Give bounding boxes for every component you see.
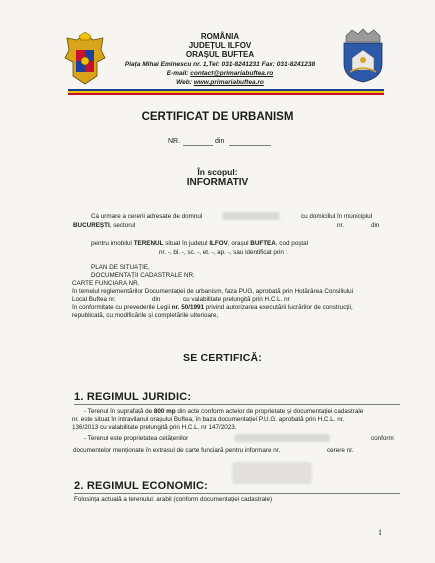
header-county: JUDEȚUL ILFOV	[188, 41, 252, 50]
date-label: din	[215, 138, 225, 145]
regulation-validity	[183, 296, 290, 304]
section-1-owners-text: - Terenul este proprietatea cetățenilor	[84, 435, 189, 442]
regulation-line-1: în temeiul reglementărilor Documentației de urbanism, faza PUG, aprobată prin Hotărârea Consiliului	[72, 288, 354, 295]
section-1-conform: conform	[371, 435, 394, 442]
section-2-underline	[74, 493, 400, 494]
section-1-line-3: 136/2013 cu valabilitate prelungită prin H.C.L. nr 147/2023.	[72, 424, 237, 431]
section-1-line-4	[84, 435, 188, 443]
intro-city-line	[73, 222, 135, 230]
scope-label: În scopul:	[197, 167, 238, 177]
number-line	[168, 138, 180, 146]
section-1-line-5	[73, 447, 280, 455]
certifies-heading: SE CERTIFICĂ:	[183, 352, 263, 364]
header-email-label: E-mail:	[166, 70, 189, 77]
regulation-din: din	[152, 296, 161, 303]
intro-doc-2: DOCUMENTAȚII CADASTRALE NR.	[91, 272, 195, 279]
header-web-line	[120, 79, 320, 88]
scope-value: INFORMATIV	[186, 177, 249, 188]
law-line-2: republicată, cu modificările și completările ulterioare,	[72, 312, 219, 319]
intro-doc-3: CARTE FUNCIARA NR.	[72, 280, 140, 287]
header-town: ORAȘUL BUFTEA	[185, 50, 255, 59]
law-number: nr. 50/1991	[171, 304, 204, 311]
page-number: 1	[378, 528, 382, 537]
redacted-stamp	[232, 462, 312, 484]
section-1-line-2: nr. este situat în intravilanul orașului Buftea, în baza documentației P.U.G. aprobată prin H.C.L. nr.	[72, 416, 345, 423]
certificate-title: CERTIFICAT DE URBANISM	[141, 111, 294, 123]
intro-town: BUFTEA	[250, 240, 276, 247]
redacted-owners	[234, 434, 330, 442]
intro-teren: TERENUL	[133, 240, 164, 247]
header-web-link[interactable]: www.primariabuftea.ro	[193, 79, 264, 86]
section-1-extract-text: documentelor menționate în extrasul de carte funciară pentru informare nr.	[73, 447, 281, 454]
intro-nr: nr.	[337, 222, 345, 229]
intro-property-text: pentru imobilul	[91, 240, 132, 247]
intro-address-details: nr. -, bl. -, sc. -, et. -, ap. -, sau identificat prin :	[159, 249, 288, 256]
header-country: ROMÂNIA	[200, 32, 240, 41]
law-intro-text: în conformitate cu prevederile Legii	[72, 304, 171, 311]
law-line-1	[72, 304, 353, 312]
section-1-line-1	[84, 408, 363, 416]
number-blank	[183, 145, 213, 146]
section-1-area-value: 800 mp	[153, 408, 176, 415]
intro-property-line	[91, 240, 308, 248]
regulation-validity-text: cu valabilitate prelungită prin H.C.L. nr	[183, 296, 290, 303]
intro-sector: , sectorul	[109, 222, 136, 229]
section-1-acts-text: din acte conform actelor de proprietate și documentației cadastrale	[177, 408, 364, 415]
header-email-line	[120, 70, 320, 79]
intro-county: ILFOV	[209, 240, 228, 247]
intro-din: din	[371, 222, 380, 229]
intro-city: BUCUREȘTI	[73, 222, 110, 229]
redacted-name	[222, 212, 280, 220]
tricolor-stripe-red	[68, 93, 384, 95]
intro-town-text: , orașul	[227, 240, 249, 247]
section-1-request: cerere nr.	[327, 447, 354, 454]
intro-domicile-text: cu domiciliul în municipiul	[301, 213, 373, 220]
header-email-link[interactable]: contact@primariabuftea.ro	[190, 70, 274, 77]
romania-coat-of-arms-icon	[63, 32, 107, 86]
law-purpose-text: privind autorizarea executării lucrărilor de construcții,	[205, 304, 353, 311]
intro-located-text: situat în județul	[165, 240, 208, 247]
header-web-label: Web:	[176, 79, 192, 86]
section-1-area-text: - Terenul în suprafață de	[84, 408, 153, 415]
section-2-line-1: Folosința actuală a terenului: arabil (conform documentației cadastrale)	[74, 496, 273, 503]
number-label: NR.	[168, 138, 181, 145]
intro-postal-text: , cod poștal	[275, 240, 309, 247]
date-blank	[229, 145, 271, 146]
section-2-title: 2. REGIMUL ECONOMIC:	[74, 480, 208, 492]
section-1-underline	[74, 404, 400, 405]
intro-request-text: Ca urmare a cererii adresate de domnul	[91, 213, 203, 220]
intro-doc-1: PLAN DE SITUAȚIE,	[91, 264, 150, 271]
section-1-title: 1. REGIMUL JURIDIC:	[74, 391, 192, 403]
regulation-line-2	[72, 296, 116, 304]
header-address: Piața Mihai Eminescu nr. 1,Tel: 031-8241231 Fax: 031-8241238	[124, 61, 316, 68]
buftea-coat-of-arms-icon	[340, 28, 386, 84]
regulation-council-text: Local Buftea nr.	[72, 296, 116, 303]
